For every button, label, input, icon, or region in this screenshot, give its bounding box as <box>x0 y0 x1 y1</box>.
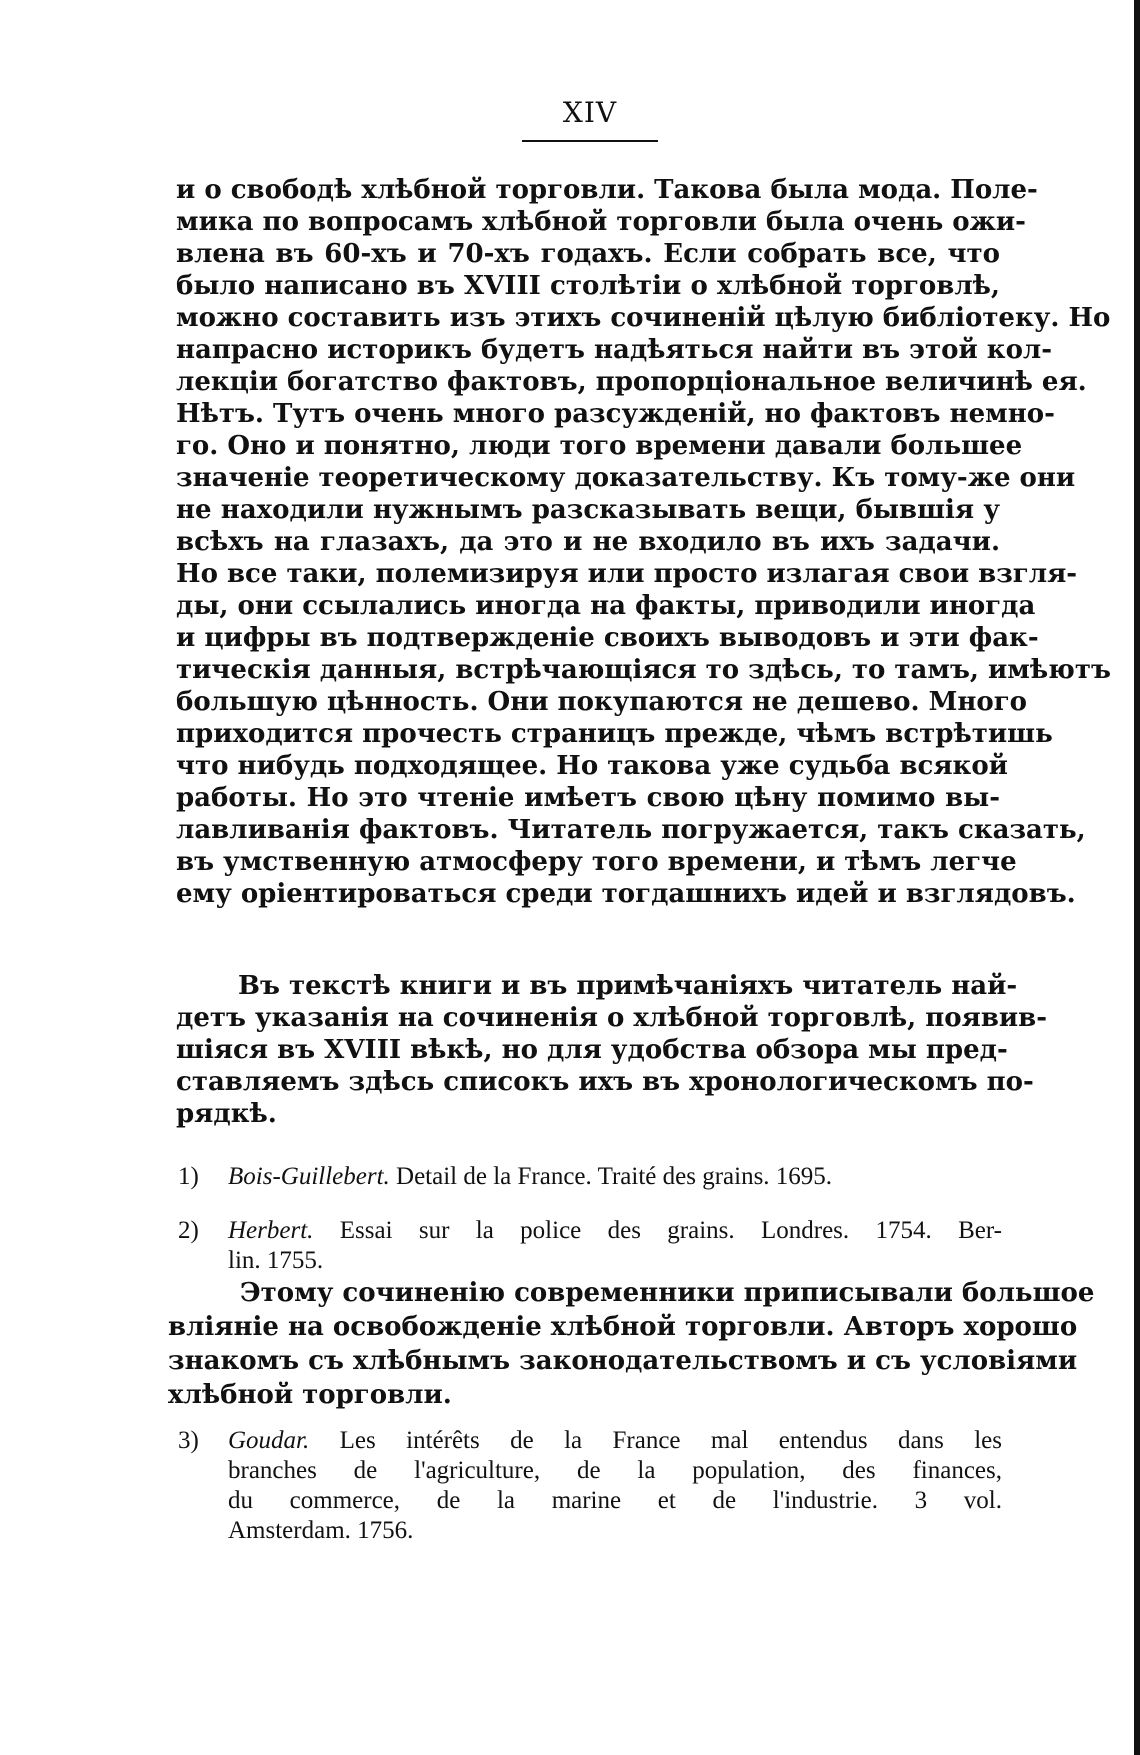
text-line: большую цѣнность. Они покупаются не дешево. Много <box>176 687 1028 717</box>
bibliography-body <box>228 1162 832 1192</box>
bibliography-entry-1 <box>178 1162 1002 1194</box>
header-rule <box>522 140 658 142</box>
second-paragraph <box>176 970 1048 1130</box>
bibliography-entry-2 <box>178 1216 1002 1278</box>
text-line: ды, они ссылались иногда на факты, приводили иногда <box>176 591 1036 621</box>
page-number: XIV <box>562 96 618 129</box>
text-line: лавливанія фактовъ. Читатель погружается, такъ сказать, <box>176 815 1086 845</box>
bibliography-number: 3) <box>178 1427 199 1454</box>
text-line: и о свободѣ хлѣбной торговли. Такова была мода. Поле- <box>176 175 1038 205</box>
bibliography-line: du commerce, de la marine et de l'industrie. 3 vol. <box>228 1487 1002 1514</box>
text-line: влена въ 60-хъ и 70-хъ годахъ. Если собрать все, что <box>176 239 1000 269</box>
text-line: ставляемъ здѣсь списокъ ихъ въ хронологическомъ по- <box>176 1067 1034 1097</box>
scan-edge-border <box>1134 0 1140 1755</box>
text-line: можно составить изъ этихъ сочиненій цѣлую библіотеку. Но <box>176 303 1111 333</box>
bibliography-title: Les intérêts de la France mal entendus dans les <box>339 1427 1002 1454</box>
text-line: всѣхъ на глазахъ, да это и не входило въ ихъ задачи. <box>176 527 1000 557</box>
bibliography-title: Detail de la France. Traité des grains. 1695. <box>396 1163 833 1190</box>
bibliography-line <box>228 1216 1002 1246</box>
text-line: напрасно историкъ будетъ надѣяться найти въ этой кол- <box>176 335 1053 365</box>
text-line: Въ текстѣ книги и въ примѣчаніяхъ читатель най- <box>238 971 1018 1001</box>
text-line: знакомъ съ хлѣбнымъ законодательствомъ и съ условіями <box>168 1346 1078 1376</box>
bibliography-line: Amsterdam. 1756. <box>228 1517 414 1544</box>
text-line: и цифры въ подтвержденіе своихъ выводовъ и эти фак- <box>176 623 1039 653</box>
text-line: тическія данныя, встрѣчающіяся то здѣсь, то тамъ, имѣютъ <box>176 655 1111 685</box>
text-line: въ умственную атмосферу того времени, и тѣмъ легче <box>176 847 1017 877</box>
bibliography-author: Herbert. <box>228 1217 314 1244</box>
note-paragraph <box>168 1276 1095 1412</box>
bibliography-author: Bois-Guillebert. <box>228 1163 390 1190</box>
text-line: значеніе теоретическому доказательству. Къ тому-же они <box>176 463 1076 493</box>
bibliography-number: 2) <box>178 1217 199 1244</box>
text-line: рядкѣ. <box>176 1099 277 1129</box>
text-line: приходится прочесть страницъ прежде, чѣмъ встрѣтишь <box>176 719 1053 749</box>
text-line: работы. Но это чтеніе имѣетъ свою цѣну помимо вы- <box>176 783 1000 813</box>
text-line: шіяся въ XVIII вѣкѣ, но для удобства обзора мы пред- <box>176 1035 1008 1065</box>
text-line: ему оріентироваться среди тогдашнихъ идей и взглядовъ. <box>176 879 1076 909</box>
text-line: Но все таки, полемизируя или просто излагая свои взгля- <box>176 559 1078 589</box>
main-paragraph <box>176 174 1111 910</box>
bibliography-author: Goudar. <box>228 1427 310 1454</box>
text-line: Нѣтъ. Тутъ очень много разсужденій, но фактовъ немно- <box>176 399 1055 429</box>
text-line: мика по вопросамъ хлѣбной торговли была очень ожи- <box>176 207 1026 237</box>
bibliography-body <box>228 1426 1002 1546</box>
text-line: было написано въ XVIII столѣтіи о хлѣбной торговлѣ, <box>176 271 1000 301</box>
bibliography-title: Essai sur la police des grains. Londres. 1754. Ber- <box>339 1217 1003 1244</box>
bibliography-line <box>228 1426 1002 1456</box>
bibliography-number: 1) <box>178 1163 199 1190</box>
bibliography-line: branches de l'agriculture, de la population, des finances, <box>228 1457 1002 1484</box>
text-line: лекціи богатство фактовъ, пропорціональное величинѣ ея. <box>176 367 1087 397</box>
text-line: детъ указанія на сочиненія о хлѣбной торговлѣ, появив- <box>176 1003 1048 1033</box>
text-line: хлѣбной торговли. <box>168 1380 452 1410</box>
text-line: Этому сочиненію современники приписывали большое <box>240 1278 1095 1308</box>
bibliography-entry-3 <box>178 1426 1002 1550</box>
text-line: вліяніе на освобожденіе хлѣбной торговли. Авторъ хорошо <box>168 1312 1078 1342</box>
text-line: что нибудь подходящее. Но такова уже судьба всякой <box>176 751 1008 781</box>
bibliography-line: lin. 1755. <box>228 1247 324 1274</box>
bibliography-body <box>228 1216 1002 1276</box>
text-line: не находили нужнымъ разсказывать вещи, бывшія у <box>176 495 1000 525</box>
text-line: го. Оно и понятно, люди того времени давали большее <box>176 431 1023 461</box>
